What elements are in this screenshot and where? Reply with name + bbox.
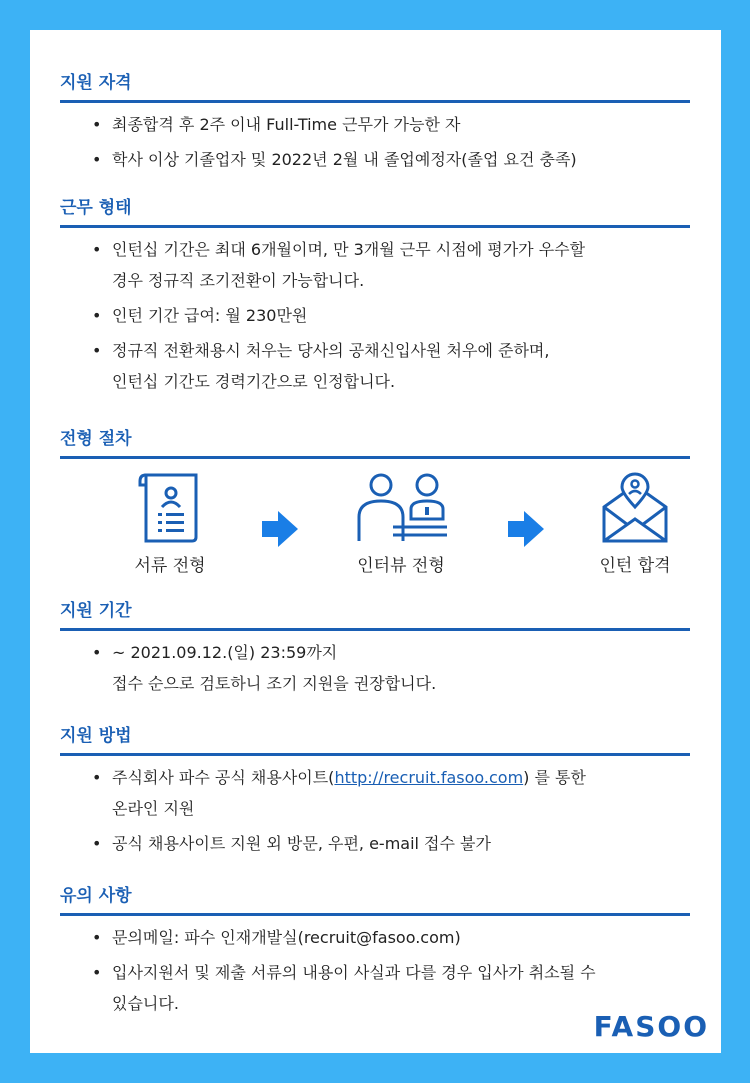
list-item-line: 있습니다. — [112, 994, 179, 1013]
section-qualification — [60, 68, 690, 179]
section-process — [60, 424, 690, 595]
list-item — [60, 234, 690, 296]
list-item: • 학사 이상 기졸업자 및 2022년 2월 내 졸업예정자(졸업 요건 충족) — [60, 144, 690, 175]
step-document-review — [95, 471, 245, 576]
section-title-work-type: 근무 형태 — [60, 193, 690, 228]
list-item: • 공식 채용사이트 지원 외 방문, 우편, e-mail 접수 불가 — [60, 828, 690, 859]
step-intern-pass — [560, 471, 710, 576]
section-title-qualification: 지원 자격 — [60, 68, 690, 103]
work-type-list — [60, 234, 690, 397]
qualification-list — [60, 109, 690, 175]
section-period — [60, 596, 690, 703]
section-title-notes: 유의 사항 — [60, 881, 690, 916]
section-title-period: 지원 기간 — [60, 596, 690, 631]
list-item-line: • ~ 2021.09.12.(일) 23:59까지 — [112, 643, 338, 662]
list-item-line: 인턴십 기간도 경력기간으로 인정합니다. — [112, 372, 396, 391]
list-item-line — [112, 762, 690, 793]
notes-list — [60, 922, 690, 1019]
list-item-line: • 입사지원서 및 제출 서류의 내용이 사실과 다를 경우 입사가 취소될 수 — [112, 963, 596, 982]
method-list — [60, 762, 690, 859]
list-item-line: 온라인 지원 — [112, 799, 195, 818]
section-work-type — [60, 193, 690, 401]
section-title-process: 전형 절차 — [60, 424, 690, 459]
arrow-right-icon — [506, 509, 546, 549]
recruit-site-link[interactable]: http://recruit.fasoo.com — [334, 768, 524, 787]
document-icon — [134, 471, 206, 545]
list-item — [60, 762, 690, 824]
step-label: 서류 전형 — [134, 556, 206, 576]
list-item-line: 접수 순으로 검토하니 조기 지원을 권장합니다. — [112, 674, 437, 693]
list-item-line: • 인턴십 기간은 최대 6개월이며, 만 3개월 근무 시점에 평가가 우수할 — [112, 240, 586, 259]
fasoo-logo: FASOO — [593, 1010, 709, 1043]
list-item — [60, 637, 690, 699]
step-label: 인터뷰 전형 — [357, 556, 445, 576]
step-label: 인턴 합격 — [599, 556, 671, 576]
list-item: • 문의메일: 파수 인재개발실(recruit@fasoo.com) — [60, 922, 690, 953]
list-item: • 인턴 기간 급여: 월 230만원 — [60, 300, 690, 331]
list-item — [60, 335, 690, 397]
list-item: • 최종합격 후 2주 이내 Full-Time 근무가 가능한 자 — [60, 109, 690, 140]
interview-icon — [353, 471, 449, 545]
step-interview — [326, 471, 476, 576]
section-method — [60, 721, 690, 863]
text-prefix: 주식회사 파수 공식 채용사이트( — [112, 768, 335, 787]
envelope-icon — [600, 471, 670, 545]
process-steps — [60, 471, 690, 595]
recruitment-card — [30, 30, 721, 1053]
text-suffix: ) 를 통한 — [523, 768, 586, 787]
section-notes — [60, 881, 690, 1023]
list-item-line: • 정규직 전환채용시 처우는 당사의 공채신입사원 처우에 준하며, — [112, 341, 550, 360]
list-item-line: 경우 정규직 조기전환이 가능합니다. — [112, 271, 365, 290]
arrow-right-icon — [260, 509, 300, 549]
period-list — [60, 637, 690, 699]
section-title-method: 지원 방법 — [60, 721, 690, 756]
